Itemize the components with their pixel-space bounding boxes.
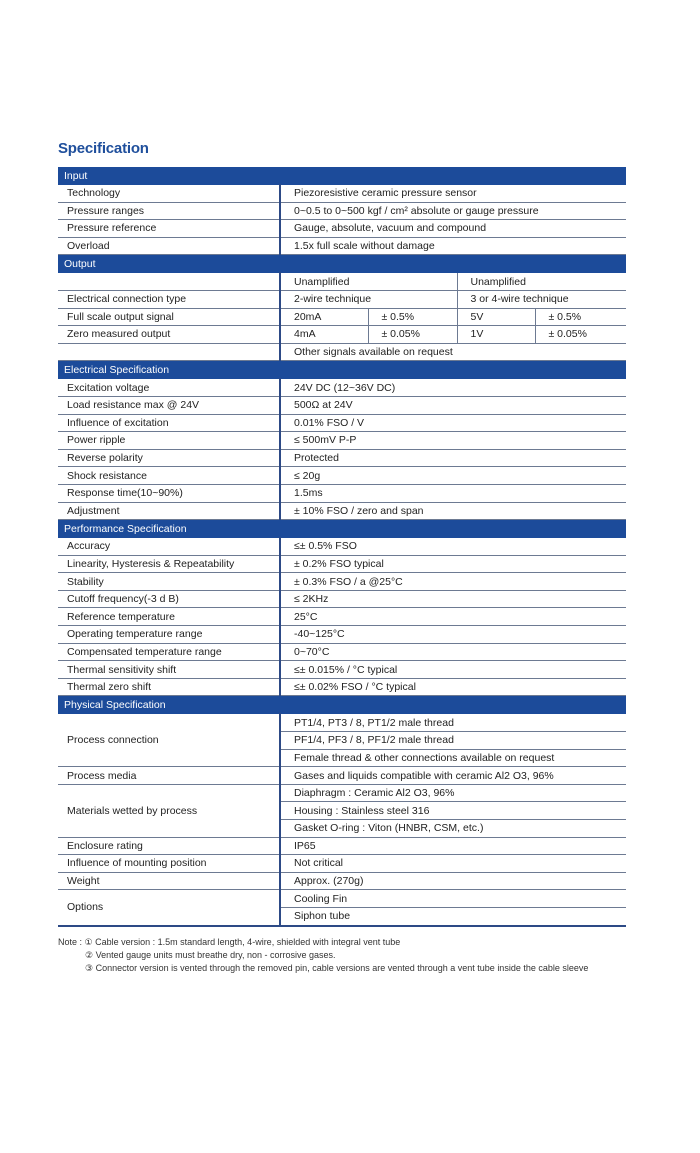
- row-value: 0~0.5 to 0~500 kgf / cm² absolute or gauge pressure: [280, 202, 626, 220]
- row-value: Gases and liquids compatible with ceramic Al2 O3, 96%: [280, 767, 626, 785]
- row-value: ≤ 20g: [280, 467, 626, 485]
- table-row: [58, 643, 626, 661]
- row-value: 0.01% FSO / V: [280, 414, 626, 432]
- table-row: [58, 555, 626, 573]
- table-row: [58, 396, 626, 414]
- row-label: Overload: [58, 237, 280, 255]
- table-row: [58, 538, 626, 556]
- table-row: [58, 467, 626, 485]
- row-label: Pressure reference: [58, 220, 280, 238]
- table-row: [58, 573, 626, 591]
- table-row: [58, 608, 626, 626]
- section-title: Physical Specification: [58, 696, 626, 714]
- row-value: 1.5ms: [280, 484, 626, 502]
- output-col2-header: Unamplified: [457, 273, 626, 291]
- row-value: Housing : Stainless steel 316: [280, 802, 626, 820]
- note-item: ② Vented gauge units must breathe dry, non - corrosive gases.: [85, 950, 336, 960]
- row-value: Female thread & other connections available on request: [280, 749, 626, 767]
- row-label: Influence of mounting position: [58, 855, 280, 873]
- section-title: Input: [58, 167, 626, 185]
- row-label: Thermal sensitivity shift: [58, 661, 280, 679]
- row-value: 500Ω at 24V: [280, 396, 626, 414]
- row-value: Protected: [280, 449, 626, 467]
- row-label: Options: [58, 890, 280, 926]
- table-row: [58, 784, 626, 802]
- section-header-electrical: [58, 361, 626, 379]
- row-value: ≤± 0.5% FSO: [280, 538, 626, 556]
- table-row: [58, 202, 626, 220]
- note-line: [58, 962, 588, 975]
- row-label: Influence of excitation: [58, 414, 280, 432]
- row-value: 25°C: [280, 608, 626, 626]
- row-tolerance: ± 0.5%: [535, 308, 626, 326]
- row-label: Zero measured output: [58, 326, 280, 344]
- row-value: Other signals available on request: [280, 343, 626, 361]
- section-title: Performance Specification: [58, 520, 626, 538]
- row-value: ± 0.2% FSO typical: [280, 555, 626, 573]
- table-row: [58, 220, 626, 238]
- row-label: Adjustment: [58, 502, 280, 520]
- row-value: ≤ 2KHz: [280, 590, 626, 608]
- row-label: Materials wetted by process: [58, 784, 280, 837]
- section-header-output: [58, 255, 626, 273]
- table-row: [58, 837, 626, 855]
- section-header-physical: [58, 696, 626, 714]
- row-value: 24V DC (12~36V DC): [280, 379, 626, 397]
- row-value: 5V: [457, 308, 535, 326]
- row-label: Full scale output signal: [58, 308, 280, 326]
- table-row: [58, 890, 626, 908]
- row-value: Diaphragm : Ceramic Al2 O3, 96%: [280, 784, 626, 802]
- table-row: [58, 678, 626, 696]
- row-label: Thermal zero shift: [58, 678, 280, 696]
- row-value: ≤ 500mV P-P: [280, 432, 626, 450]
- table-row: [58, 379, 626, 397]
- table-row: [58, 714, 626, 732]
- row-label: Power ripple: [58, 432, 280, 450]
- table-row: [58, 590, 626, 608]
- row-label: Operating temperature range: [58, 626, 280, 644]
- table-row: [58, 449, 626, 467]
- row-value: 3 or 4-wire technique: [457, 290, 626, 308]
- row-value: ± 10% FSO / zero and span: [280, 502, 626, 520]
- row-label: Linearity, Hysteresis & Repeatability: [58, 555, 280, 573]
- table-row: [58, 502, 626, 520]
- row-label: Process connection: [58, 714, 280, 767]
- row-value: ≤± 0.02% FSO / °C typical: [280, 678, 626, 696]
- table-row: [58, 326, 626, 344]
- row-label: Technology: [58, 185, 280, 203]
- row-value: ± 0.3% FSO / a @25°C: [280, 573, 626, 591]
- note-item: ① Cable version : 1.5m standard length, 4-wire, shielded with integral vent tube: [84, 937, 401, 947]
- row-tolerance: ± 0.05%: [535, 326, 626, 344]
- section-title: Electrical Specification: [58, 361, 626, 379]
- row-label: Weight: [58, 872, 280, 890]
- table-row: [58, 273, 626, 291]
- section-header-input: [58, 167, 626, 185]
- row-tolerance: ± 0.05%: [368, 326, 457, 344]
- note-prefix: Note :: [58, 937, 83, 947]
- row-label: Shock resistance: [58, 467, 280, 485]
- table-row: [58, 343, 626, 361]
- table-row: [58, 484, 626, 502]
- row-value: Not critical: [280, 855, 626, 873]
- section-title: Output: [58, 255, 626, 273]
- row-value: ≤± 0.015% / °C typical: [280, 661, 626, 679]
- row-label: Electrical connection type: [58, 290, 280, 308]
- table-row: [58, 290, 626, 308]
- row-label: Process media: [58, 767, 280, 785]
- row-value: 2-wire technique: [280, 290, 457, 308]
- row-value: Cooling Fin: [280, 890, 626, 908]
- row-label: Response time(10~90%): [58, 484, 280, 502]
- row-value: 20mA: [280, 308, 368, 326]
- page-title: Specification: [58, 140, 149, 157]
- table-row: [58, 855, 626, 873]
- row-label: Reverse polarity: [58, 449, 280, 467]
- section-header-performance: [58, 520, 626, 538]
- row-label: Accuracy: [58, 538, 280, 556]
- row-label: Compensated temperature range: [58, 643, 280, 661]
- table-row: [58, 872, 626, 890]
- row-value: Approx. (270g): [280, 872, 626, 890]
- row-label: Pressure ranges: [58, 202, 280, 220]
- table-row: [58, 414, 626, 432]
- row-label: [58, 273, 280, 291]
- row-value: PT1/4, PT3 / 8, PT1/2 male thread: [280, 714, 626, 732]
- row-value: Siphon tube: [280, 907, 626, 925]
- row-value: IP65: [280, 837, 626, 855]
- row-label: [58, 343, 280, 361]
- row-tolerance: ± 0.5%: [368, 308, 457, 326]
- notes: [58, 936, 588, 975]
- row-value: 1V: [457, 326, 535, 344]
- table-row: [58, 308, 626, 326]
- row-value: -40~125°C: [280, 626, 626, 644]
- table-row: [58, 185, 626, 203]
- row-value: 4mA: [280, 326, 368, 344]
- table-row: [58, 432, 626, 450]
- table-row: [58, 626, 626, 644]
- row-label: Stability: [58, 573, 280, 591]
- row-value: 0~70°C: [280, 643, 626, 661]
- row-label: Load resistance max @ 24V: [58, 396, 280, 414]
- row-label: Enclosure rating: [58, 837, 280, 855]
- row-label: Excitation voltage: [58, 379, 280, 397]
- table-row: [58, 767, 626, 785]
- table-row: [58, 661, 626, 679]
- row-value: Gauge, absolute, vacuum and compound: [280, 220, 626, 238]
- note-line: [58, 936, 588, 949]
- row-value: Piezoresistive ceramic pressure sensor: [280, 185, 626, 203]
- spec-table: [58, 167, 626, 927]
- row-label: Reference temperature: [58, 608, 280, 626]
- output-col1-header: Unamplified: [280, 273, 457, 291]
- table-row: [58, 237, 626, 255]
- row-label: Cutoff frequency(-3 d B): [58, 590, 280, 608]
- row-value: 1.5x full scale without damage: [280, 237, 626, 255]
- note-line: [58, 949, 588, 962]
- row-value: Gasket O-ring : Viton (HNBR, CSM, etc.): [280, 820, 626, 838]
- note-item: ③ Connector version is vented through the removed pin, cable versions are vented through a vent tube inside the cable sleeve: [85, 963, 589, 973]
- row-value: PF1/4, PF3 / 8, PF1/2 male thread: [280, 732, 626, 750]
